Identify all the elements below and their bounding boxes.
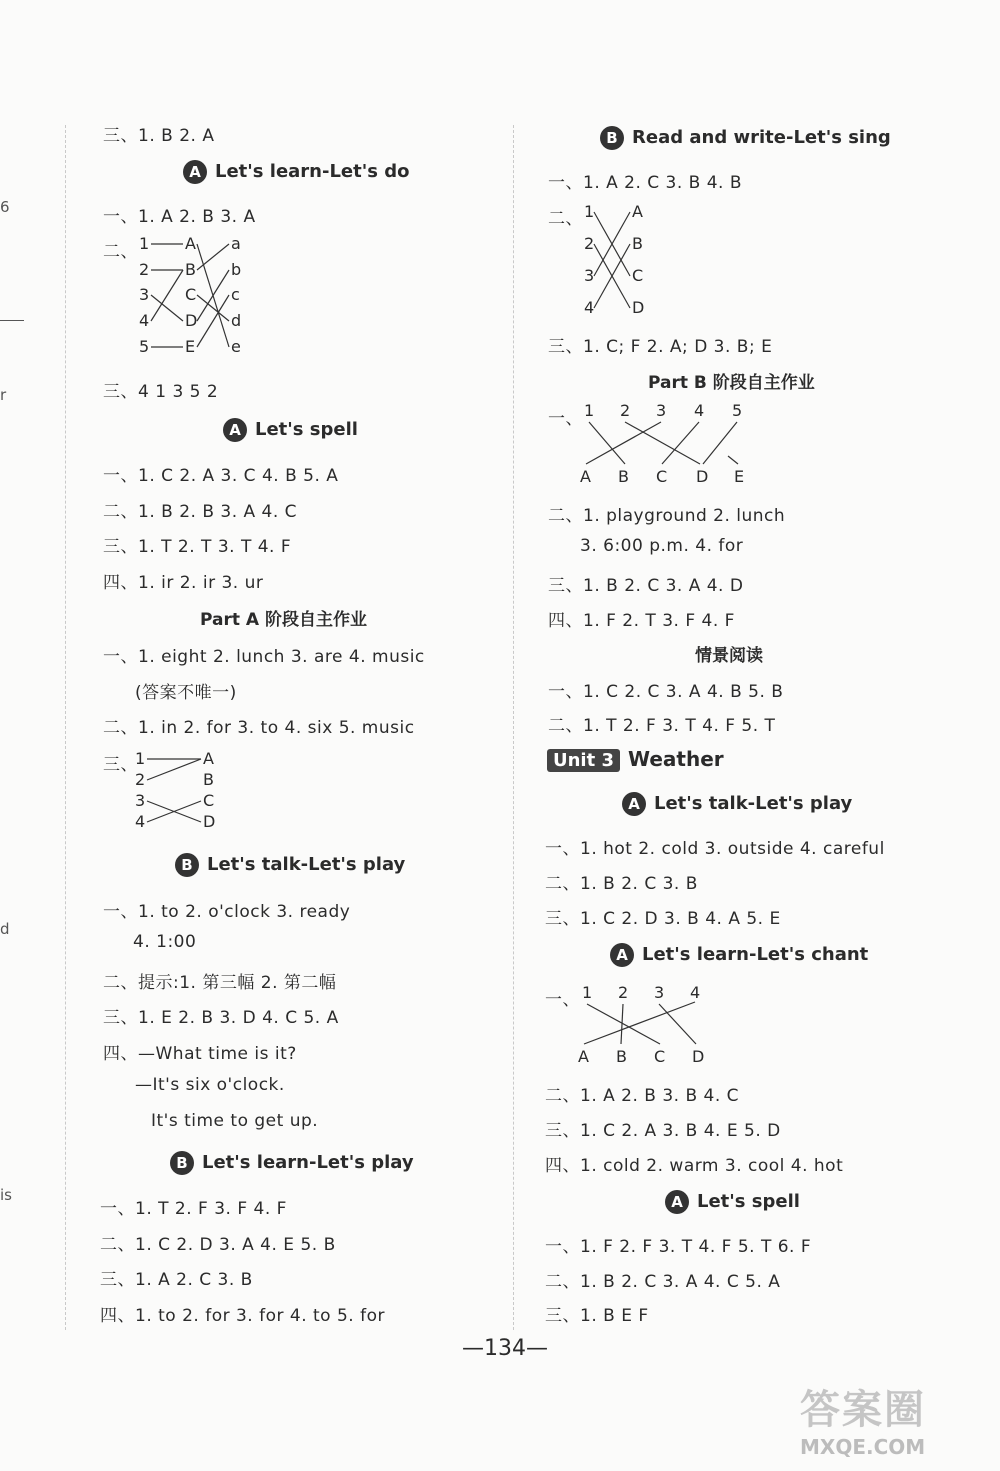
answer-line: 一、1. A 2. C 3. B 4. B [548,173,743,193]
match-label: 3 [135,791,146,810]
badge-letter: B [170,1151,194,1175]
watermark-text: 答案圈 [800,1386,926,1433]
answer-line: 一、1. to 2. o'clock 3. ready [103,902,351,922]
match-line [728,456,738,464]
match-label: A [632,202,643,221]
answer-line: 三、1. A 2. C 3. B [100,1270,253,1290]
part-title: Part A 阶段自主作业 [200,610,367,630]
answer-line: 二、1. B 2. C 3. B [545,874,698,894]
matching-diagram [578,980,718,1074]
match-label: c [231,285,240,304]
answer-line: 二、1. C 2. D 3. A 4. E 5. B [100,1235,336,1255]
answer-line: 三、1. C 2. A 3. B 4. E 5. D [545,1121,781,1141]
badge-letter: A [183,160,207,184]
unit-title-text: Weather [628,747,724,771]
answer-line: 三、1. T 2. T 3. T 4. F [103,537,292,557]
edge-fragment: 6 [0,198,10,216]
match-line [589,422,625,464]
match-label: 1 [139,234,150,253]
match-label: 5 [732,401,743,420]
unit-heading [547,747,724,772]
match-line [625,422,700,464]
answer-line: 一、1. T 2. F 3. F 4. F [100,1199,287,1219]
match-label: 2 [139,260,150,279]
answer-line: 三、4 1 3 5 2 [103,382,219,402]
column-divider [65,125,66,1330]
answer-line: 二、1. T 2. F 3. T 4. F 5. T [548,716,776,736]
match-line [659,1004,696,1044]
match-label: 1 [135,749,146,768]
answer-line: 一、1. A 2. B 3. A [103,207,256,227]
section-heading [183,160,409,184]
match-label: A [578,1047,589,1066]
answer-line: 二、1. playground 2. lunch [548,506,786,526]
match-label: B [632,234,643,253]
match-label: A [580,467,591,486]
answer-line: 四、—What time is it? [103,1044,297,1064]
answer-line: —It's six o'clock. [135,1075,285,1095]
match-label: 3 [656,401,667,420]
answer-line: 三、1. E 2. B 3. D 4. C 5. A [103,1008,339,1028]
match-label: 2 [620,401,631,420]
answer-line-prefix: 二、 [548,209,583,229]
left-column [95,0,525,1340]
page-number: —134— [462,1336,548,1361]
match-label: D [632,298,645,317]
heading-text: Read and write-Let's sing [632,127,891,148]
match-line [197,270,229,321]
answer-line-prefix: 三、 [103,755,138,775]
section-heading [665,1190,800,1214]
match-line [197,295,229,321]
match-label: B [185,260,196,279]
answer-line: (答案不唯一) [135,683,237,703]
answer-line: 二、1. A 2. B 3. B 4. C [545,1086,740,1106]
match-label: 4 [135,812,146,831]
match-label: 3 [584,266,595,285]
match-label: 1 [582,983,593,1002]
match-label: E [185,337,196,356]
match-left-labels [139,234,149,356]
heading-text: Let's talk-Let's play [654,793,853,814]
badge-letter: A [223,418,247,442]
matching-diagram [580,398,760,492]
match-label: 5 [139,337,150,356]
answer-line: It's time to get up. [151,1111,319,1131]
answer-line: 3. 6:00 p.m. 4. for [580,536,744,556]
match-label: 3 [654,983,665,1002]
unit-label: Unit 3 [547,749,620,772]
answer-line: 三、1. B 2. A [103,126,215,146]
answer-line: 一、1. C 2. A 3. C 4. B 5. A [103,466,339,486]
answer-line: 二、1. B 2. B 3. A 4. C [103,502,298,522]
match-label: 2 [618,983,629,1002]
match-label: C [185,285,197,304]
matching-diagram [135,747,225,836]
edge-rule [0,320,24,321]
match-line [662,422,699,464]
answer-line: 一、1. F 2. F 3. T 4. F 5. T 6. F [545,1237,812,1257]
match-line [584,1002,695,1044]
match-line [151,270,183,321]
heading-text: Let's talk-Let's play [207,854,406,875]
match-label: e [231,337,241,356]
match-label: B [616,1047,627,1066]
badge-letter: B [175,853,199,877]
heading-text: Let's spell [255,419,358,440]
match-label: E [734,467,745,486]
match-label: 4 [584,298,595,317]
answer-line-prefix: 一、 [545,990,580,1010]
answer-line: 二、1. B 2. C 3. A 4. C 5. A [545,1272,781,1292]
match-label: D [185,311,198,330]
part-title: Part B 阶段自主作业 [648,373,815,393]
watermark-logo [800,1378,990,1463]
section-heading [170,1151,414,1175]
matching-diagram [135,232,255,366]
section-heading [175,853,405,877]
match-label: b [231,260,242,279]
edge-fragment: is [0,1186,12,1204]
match-label: C [654,1047,666,1066]
answer-line-prefix: 一、 [548,409,583,429]
section-heading [622,792,852,816]
answer-line: 一、1. hot 2. cold 3. outside 4. careful [545,839,885,859]
badge-letter: A [610,943,634,967]
match-label: 4 [694,401,705,420]
section-heading [610,943,868,967]
heading-text: Let's learn-Let's do [215,161,410,182]
match-label: D [203,812,216,831]
section-heading [600,126,891,150]
answer-line: 四、1. to 2. for 3. for 4. to 5. for [100,1306,385,1326]
answer-line: 二、提示:1. 第三幅 2. 第二幅 [103,973,337,993]
heading-text: Let's spell [697,1191,800,1212]
answer-line: 一、1. eight 2. lunch 3. are 4. music [103,647,425,667]
match-line [151,295,183,321]
match-label: C [656,467,668,486]
heading-text: Let's learn-Let's chant [642,944,869,965]
match-label: 4 [139,311,150,330]
answer-line: 三、1. C; F 2. A; D 3. B; E [548,337,773,357]
matching-diagram [582,200,662,324]
match-line [197,244,229,270]
answer-line: 三、1. B 2. C 3. A 4. D [548,576,744,596]
answer-line: 三、1. C 2. D 3. B 4. A 5. E [545,909,781,929]
section-heading [223,418,358,442]
match-label: A [203,749,214,768]
answer-line: 四、1. F 2. T 3. F 4. F [548,611,735,631]
match-label: 2 [584,234,595,253]
edge-fragment: r [0,386,7,404]
match-line [147,759,201,780]
part-title: 情景阅读 [695,646,763,666]
watermark-url: MXQE.COM [800,1435,926,1459]
answer-line: 4. 1:00 [133,932,197,952]
match-label: A [185,234,196,253]
match-label: 3 [139,285,150,304]
match-label: D [696,467,709,486]
answer-line-prefix: 二、 [103,242,138,262]
match-line [587,1004,660,1044]
heading-text: Let's learn-Let's play [202,1152,414,1173]
match-label: D [692,1047,705,1066]
answer-line: 三、1. B E F [545,1306,649,1326]
badge-letter: B [600,126,624,150]
match-label: 1 [584,202,595,221]
match-label: 1 [584,401,595,420]
match-label: C [632,266,644,285]
match-line [586,422,661,464]
edge-fragment: d [0,920,10,938]
badge-letter: A [665,1190,689,1214]
answer-line: 二、1. in 2. for 3. to 4. six 5. music [103,718,415,738]
badge-letter: A [622,792,646,816]
right-column [540,0,970,1340]
match-label: B [618,467,629,486]
match-label: a [231,234,241,253]
match-line [703,422,737,464]
answer-line: 四、1. cold 2. warm 3. cool 4. hot [545,1156,844,1176]
match-label: B [203,770,214,789]
answer-line: 四、1. ir 2. ir 3. ur [103,573,264,593]
match-label: 2 [135,770,146,789]
match-line [197,295,229,347]
match-label: C [203,791,215,810]
match-label: d [231,311,242,330]
match-label: 4 [690,983,701,1002]
answer-line: 一、1. C 2. C 3. A 4. B 5. B [548,682,784,702]
